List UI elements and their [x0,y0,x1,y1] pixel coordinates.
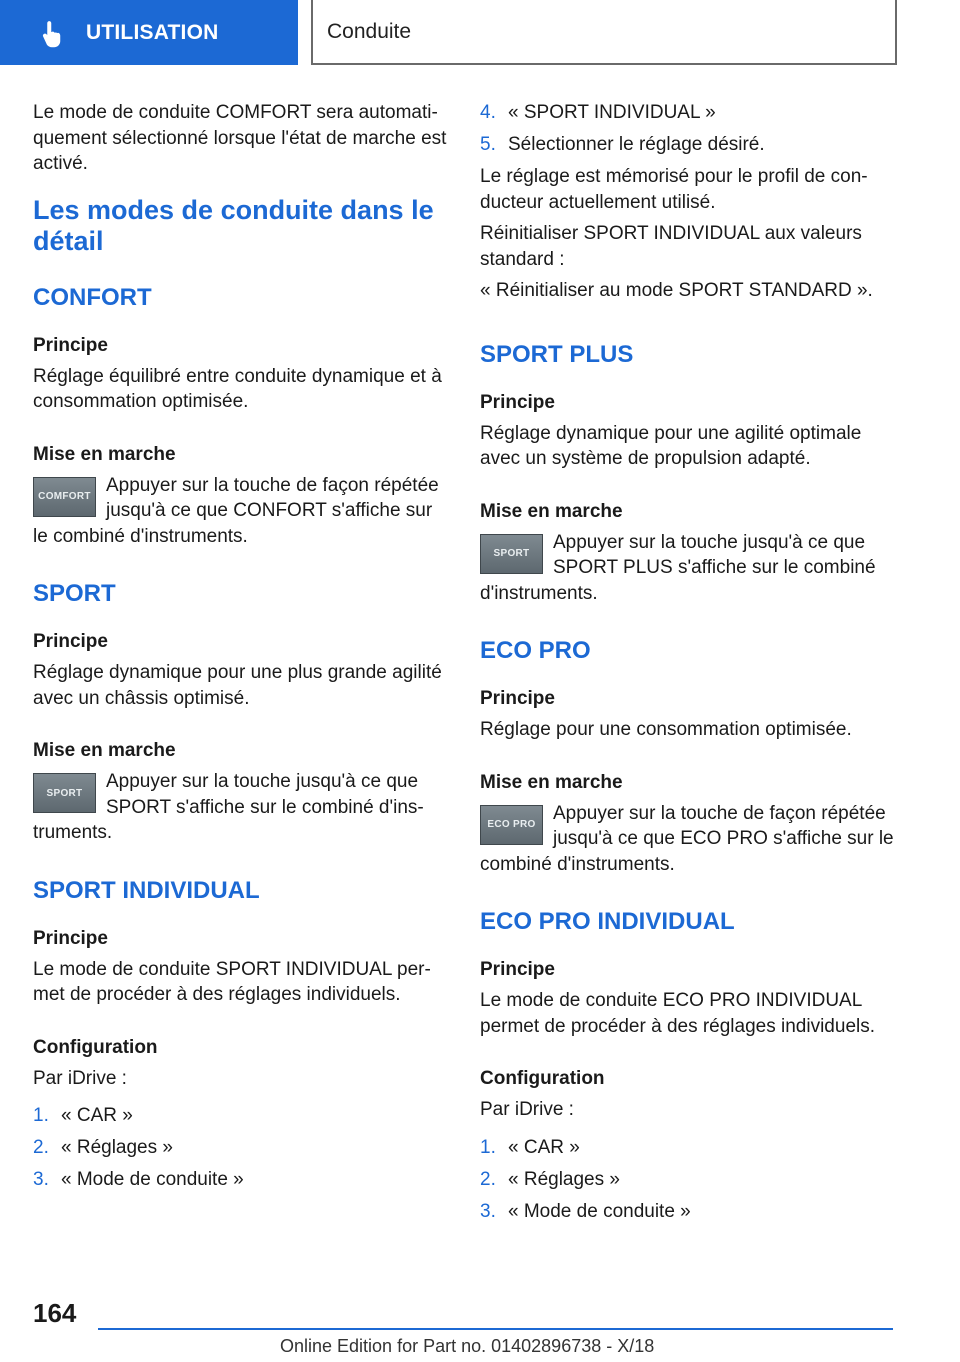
list-item [33,1103,448,1129]
section-tab-label: UTILISATION [86,20,219,44]
header-chapter-box [311,0,897,65]
right-column [480,100,895,1231]
comfort-button-image [33,477,96,517]
step-number: 5. [480,134,496,155]
sport-plus-activation-heading: Mise en marche [480,500,623,522]
eco-pro-individual-heading: ECO PRO INDIVIDUAL [480,908,735,935]
list-item [480,1167,895,1193]
sport-button-image [33,773,96,813]
step-number: 3. [33,1169,49,1190]
confort-principle-text: Réglage équilibré entre conduite dynamique et à consommation optimisée. [33,365,442,412]
reset-text: Réinitialiser SPORT INDIVIDUAL aux valeurs standard : [480,223,862,270]
confort-principle-heading: Principe [33,334,108,356]
saved-text: Le réglage est mémorisé pour le profil de con‐ ducteur actuellement utilisé. [480,166,868,213]
eco-pro-activation-heading: Mise en marche [480,771,623,793]
list-item [33,1135,448,1161]
sport-individual-config-intro: Par iDrive : [33,1067,127,1089]
step-text: « SPORT INDIVIDUAL » [508,102,716,123]
sport-principle-text: Réglage dynamique pour une plus grande agilité avec un châssis optimisé. [33,662,442,709]
sport-plus-principle-heading: Principe [480,391,555,413]
sport-activation-heading: Mise en marche [33,740,176,761]
list-item [480,1199,895,1225]
confort-activation-text: Appuyer sur la touche de façon répétée jusqu'à ce que CONFORT s'affiche sur le combiné d'instruments. [33,474,439,547]
list-item [480,132,895,158]
eco-pro-individual-principle-text: Le mode de conduite ECO PRO INDIVIDUAL permet de procéder à des réglages individuels. [480,990,876,1037]
step-number: 1. [480,1136,496,1158]
sport-plus-heading: SPORT PLUS [480,340,634,368]
eco-pro-heading: ECO PRO [480,637,591,664]
eco-pro-principle-heading: Principe [480,688,555,709]
eco-pro-button-image [480,805,543,845]
list-item [33,1167,448,1193]
page-number: 164 [33,1298,77,1328]
eco-pro-individual-principle-heading: Principe [480,959,555,980]
sport-heading: SPORT [33,580,116,607]
sport-plus-activation [480,530,895,607]
sport-individual-steps [33,1103,448,1193]
confort-activation [33,473,448,550]
hand-pointer-icon [38,18,68,48]
comfort-button-label: COMFORT [38,491,91,502]
reset-command: « Réinitialiser au mode SPORT STANDARD ». [480,280,873,301]
step-number: 2. [480,1168,496,1190]
eco-pro-activation [480,801,895,878]
header-section-tab [0,0,298,65]
footer-divider [98,1328,893,1330]
list-item [480,100,895,126]
edition-text: Online Edition for Part no. 01402896738 - X/18 [280,1336,655,1356]
step-number: 4. [480,102,496,123]
left-column [33,100,448,1199]
eco-pro-individual-config-intro: Par iDrive : [480,1099,574,1120]
eco-pro-individual-config-heading: Configuration [480,1068,605,1089]
sport-principle-heading: Principe [33,631,108,652]
step-text: « CAR » [508,1136,580,1158]
sport-activation-text: Appuyer sur la touche jusqu'à ce que SPORT s'affiche sur le combiné d'ins‐ truments. [33,771,424,843]
sport-individual-principle-heading: Principe [33,927,108,949]
step-number: 3. [480,1200,496,1222]
step-text: « Mode de conduite » [61,1169,244,1190]
sport-individual-steps-continued [480,100,895,158]
step-text: « Mode de conduite » [508,1200,691,1222]
eco-pro-activation-text: Appuyer sur la touche de façon répétée jusqu'à ce que ECO PRO s'affiche sur le combiné d'instruments. [480,802,894,875]
main-heading: Les modes de conduite dans le détail [33,194,434,256]
confort-activation-heading: Mise en marche [33,443,176,465]
step-number: 2. [33,1137,49,1158]
sport-plus-button-label: SPORT [493,548,530,559]
eco-pro-principle-text: Réglage pour une consommation optimisée. [480,719,852,740]
step-text: « CAR » [61,1105,133,1126]
sport-individual-heading: SPORT INDIVIDUAL [33,876,260,904]
step-text: Sélectionner le réglage désiré. [508,134,765,155]
sport-plus-activation-text: Appuyer sur la touche jusqu'à ce que SPORT PLUS s'affiche sur le combiné d'instruments. [480,531,876,604]
eco-pro-button-label: ECO PRO [487,819,536,830]
step-text: « Réglages » [61,1137,173,1158]
eco-pro-individual-steps [480,1135,895,1225]
confort-heading: CONFORT [33,283,152,311]
sport-plus-button-image [480,534,543,574]
sport-plus-principle-text: Réglage dynamique pour une agilité optimale avec un système de propulsion adapté. [480,422,862,469]
sport-individual-principle-text: Le mode de conduite SPORT INDIVIDUAL per‐ met de procéder à des réglages individuels. [33,958,431,1005]
chapter-label: Conduite [327,19,412,43]
step-number: 1. [33,1105,49,1126]
sport-individual-config-heading: Configuration [33,1036,158,1058]
intro-paragraph: Le mode de conduite COMFORT sera automati‐ quement sélectionné lorsque l'état de marche est activé. [33,102,447,174]
step-text: « Réglages » [508,1168,620,1190]
list-item [480,1135,895,1161]
sport-button-label: SPORT [46,787,83,799]
sport-activation [33,769,448,846]
